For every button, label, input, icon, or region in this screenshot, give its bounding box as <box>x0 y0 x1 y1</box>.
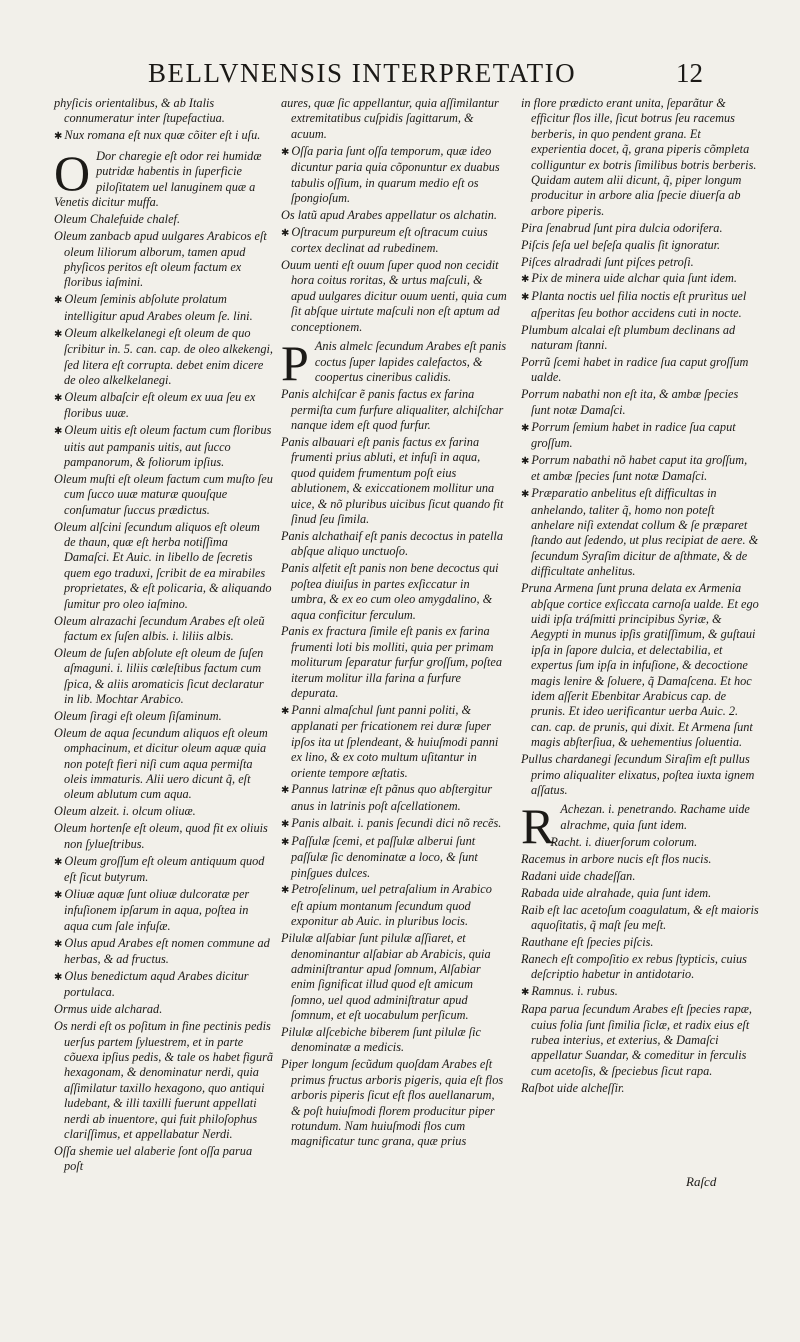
glossary-entry: Panis alchathaif eſt panis decoctus in patella abſque aliquo unctuoſo. <box>281 528 503 559</box>
glossary-entry: ✱ Porrum ſemium habet in radice ſua caput groſſum. <box>521 420 759 452</box>
glossary-entry: ✱ Ramnus. i. rubus. <box>521 984 759 1000</box>
glossary-entry: Rabada uide alrahade, quia ſunt idem. <box>521 885 712 900</box>
glossary-entry: Piper longum ſecũdum quoſdam Arabes eſt primus fructus arboris pigeris, quia eſt flos arboris piperis ſicut eſt flos auellanarum, & poſt huiuſmodi florem producitur piper rotundum. Nam huiuſmodi flos cum magnificatur tunc grana, quæ prius <box>281 1057 504 1149</box>
glossary-entry: Racht. i. diuerſorum colorum. <box>550 835 698 850</box>
glossary-entry: Oſſa shemie uel alaberie ſont oſſa parua poſt <box>54 1143 253 1174</box>
glossary-entry: Oleum alzeit. i. olcum oliuæ. <box>54 804 196 819</box>
glossary-entry: Racemus in arbore nucis eſt flos nucis. <box>521 852 712 867</box>
drop-cap-initial: O <box>54 144 91 201</box>
drop-cap-initial: R <box>521 798 555 855</box>
glossary-entry: Oleum de ſuſen abſolute eſt oleum de ſuſen aſmaguni. i. liliis cœleſtibus factum cum ſpica, & aliis aromaticis ſicut declaratur in lib. Mochtar Arabico. <box>54 645 264 707</box>
entry-text: Anis almelc ſecundum Arabes eſt panis coctus ſuper lapides calefactos, & coopertus cineribus calidis. <box>314 339 507 384</box>
text-column-left <box>54 96 274 1176</box>
glossary-entry: Piſces alradradi ſunt piſces petroſi. <box>521 254 694 269</box>
entry-text: Dor charegie eſt odor rei humidæ putridæ habentis in ſuperficie piloſitatem uel lanuginem quæ a Venetis dicitur muffa. <box>54 148 262 209</box>
glossary-entry: Ranech eſt compoſitio ex rebus ſtypticis, cuius deſcriptio habetur in antidotario. <box>521 952 747 982</box>
glossary-entry: Pullus chardanegi ſecundum Siraſim eſt pullus primo aliqualiter elixatus, poſtea iuxta ignem aſſatus. <box>521 752 755 797</box>
glossary-entry: aures, quæ ſic appellantur, quia aſſimilantur extremitatibus cuſpidis ſagittarum, & acuum. <box>281 96 499 141</box>
glossary-entry: Rapa parua ſecundum Arabes eſt ſpecies rapæ, cuius folia ſunt ſimilia ſiclæ, et radix eius eſt rubea interius, et exterius, & Damaſci appellatur Suandar, & comeditur in ferculis cum acetoſis, & ſpeciebus ſicut rapa. <box>521 1002 752 1078</box>
section-opening-entry <box>54 144 274 211</box>
catchword: Raſcd <box>686 1174 717 1189</box>
glossary-entry: ✱ Porrum nabathi nõ habet caput ita groſſum, et ambæ ſpecies ſunt notæ Damaſci. <box>521 453 759 485</box>
section-opening-entry <box>281 335 507 392</box>
text-column-right <box>521 96 759 1098</box>
glossary-entry: Pira ſenabrud ſunt pira dulcia odorifera. <box>521 220 723 235</box>
glossary-entry: Oleum ſiragi eſt oleum ſiſaminum. <box>54 708 222 723</box>
glossary-entry: ✱ Panis albait. i. panis ſecundi dici nõ recẽs. <box>281 816 507 832</box>
glossary-entry: Raib eſt lac acetoſum coagulatum, & eſt maioris aquoſitatis, q̃ maſt ſeu meſt. <box>521 902 759 933</box>
glossary-entry: Oleum Chalefuide chalef. <box>54 212 181 227</box>
glossary-entry: ✱ Oleum groſſum eſt oleum antiquum quod eſt ſicut butyrum. <box>54 854 274 886</box>
glossary-entry: Os nerdi eſt os poſitum in fine pectinis pedis uerſus partem ſyluestrem, et in parte cõuexa ipſius pedis, & tale os habet figurã hexagonam, & denominatur nerdi, quia aſſimilatur taxillo hexagono, quo antiqui ludebant, & illi taxilli fuerunt appellati nerdi ab inuentore, qui fuit philoſophus clariſſimus, et appellabatur Nerdi. <box>54 1019 274 1141</box>
glossary-entry: Panis albauari eſt panis factus ex farina frumenti prius abluti, et infuſi in aqua, quod quidem frumentum poſt eius ablutionem, & exiccationem mollitur una uice, & nõ pluribus uicibus ſicut quando fit ſinud ſeu ſimila. <box>281 435 504 527</box>
glossary-entry: ✱ Paſſulæ ſcemi, et paſſulæ alberui ſunt paſſulæ ſic denominatæ a loco, & ſunt pinſgues dulces. <box>281 834 507 881</box>
glossary-entry: Oleum alrazachi ſecundum Arabes eſt oleũ factum ex ſuſen albis. i. liliis albis. <box>54 613 265 643</box>
glossary-entry: ✱ Oleum uitis eſt oleum factum cum floribus uitis aut pampanis uitis, aut ſucco pampanorum, & foliorum ipſius. <box>54 423 274 470</box>
glossary-entry: ✱ Petroſelinum, uel petraſalium in Arabico eſt apium montanum ſecundum quod exponitur ab Auic. in pluribus locis. <box>281 882 507 929</box>
glossary-entry: Porrum nabathi non eſt ita, & ambæ ſpecies ſunt notæ Damaſci. <box>521 387 739 417</box>
glossary-entry: Ormus uide alcharad. <box>54 1002 163 1017</box>
glossary-entry: ✱ Oleum albaſcir eſt oleum ex uua ſeu ex floribus uuæ. <box>54 390 274 422</box>
glossary-entry: Pilulæ alſabiar ſunt pilulæ aſſiaret, et denominantur alſabiar ab Arabicis, quia adminiſtrantur apud ſomnum, Alſabiar enim ſignificat illud quod eſt amicum ſomno, uel quod adminiſtratur apud ſomnum, et eſt uocabulum perſicum. <box>281 931 491 1023</box>
glossary-entry: Plumbum alcalai eſt plumbum declinans ad naturam ſtanni. <box>521 322 736 353</box>
entry-text: Achezan. i. penetrando. Rachame uide alrachme, quia ſunt idem. <box>560 802 750 832</box>
glossary-entry: Oleum zanbacb apud uulgares Arabicos eſt oleum liliorum alborum, tamen apud phyſicos peritos eſt oleum factum ex floribus iaſmini. <box>54 229 267 290</box>
glossary-entry: in flore prædicto erant unita, ſeparãtur & efficitur flos ille, ſicut botrus ſeu racemus berberis, in quo pendent grana. Et experientia docet, q̃, grana piperis cõmpleta colliguntur ex botris ſimilibus botris berberis. Quidam autem alii dicunt, q̃, piper longum producitur in arbore alia ſpecie diuerſa ab arbore piperis. <box>521 96 757 218</box>
glossary-entry: Radani uide chadeſſan. <box>521 869 636 883</box>
glossary-entry: ✱ Præparatio anbelitus eſt difficultas in anhelando, taliter q̃, homo non poteſt anhelare niſi extendat collum & ſe præparet ſtando aut ſedendo, ut plus recipiat de aere. & ſecundum Syraſim dicitur de aſthmate, & de difficultate anhelitus. <box>521 486 759 579</box>
glossary-entry: ✱ Oſtracum purpureum eſt oſtracum cuius cortex declinat ad rubedinem. <box>281 225 507 257</box>
glossary-entry: Pruna Armena ſunt pruna delata ex Armenia abſque cortice exſiccata carnoſa ualde. Et ego uidi ipſa tráſmitti principibus Syriæ, & Aegypti in munus ipſis gratiſſimum, & guſtaui ipſa in ſapore dulcia, et delectabilia, et expertus ſum ipſa in infuſione, & decoctione magis lenire & ſoluere, q̃ Damaſcena. Et hoc idem aſſerit Ebenbitar Arabicus cap. de prunis. Et ideo uerificantur uerba Auic. 2. can. cap. de prunis, qui dixit. Et Armena ſunt magis abſterſiua, & uehementius ſoluentia. <box>521 581 759 750</box>
glossary-entry: ✱ Oliuæ aquæ ſunt oliuæ dulcoratæ per infuſionem ipſarum in aqua, poſtea in aqua cum ſale infuſæ. <box>54 887 274 934</box>
glossary-entry: Piſcis ſeſa uel beſeſa qualis ſit ignoratur. <box>521 237 721 252</box>
glossary-entry: ✱ Nux romana eſt nux quæ cõiter eſt i uſu. <box>54 128 274 144</box>
glossary-entry: Oleum muſti eſt oleum factum cum muſto ſeu cum ſucco uuæ maturæ quouſque conſumatur ſuccus prædictus. <box>54 471 273 517</box>
glossary-entry: Pilulæ alſcebiche biberem ſunt pilulæ ſic denominatæ a medicis. <box>281 1025 482 1055</box>
page-number: 12 <box>676 58 703 88</box>
glossary-entry: Panis ex fractura ſimile eſt panis ex farina frumenti loti bis molliti, quia per primam moliturum ſeparatur furfur groſſum, poſtea iterum molitur illa farina a furfure depurata. <box>281 624 502 701</box>
glossary-entry: ✱ Pannus latrinæ eſt pãnus quo abſtergitur anus in latrinis poſt aſcellationem. <box>281 782 507 814</box>
glossary-entry: Porrũ ſcemi habet in radice ſua caput groſſum ualde. <box>521 355 749 385</box>
glossary-entry: ✱ Pix de minera uide alchar quia ſunt idem. <box>521 271 759 287</box>
drop-cap-initial: P <box>281 335 309 392</box>
glossary-entry: Rauthane eſt ſpecies piſcis. <box>521 935 654 950</box>
running-header <box>0 58 800 92</box>
glossary-entry: Oleum hortenſe eſt oleum, quod fit ex oliuis non ſylueſtribus. <box>54 821 268 851</box>
glossary-entry: Ouum uenti eſt ouum ſuper quod non cecidit hora coitus roritas, & urtus maſculi, & apud uulgares dicitur ouum uenti, quia cum ſit abſque uirtute maſculi non eſt aptum ad conceptionem. <box>281 258 507 334</box>
glossary-entry: ✱ Oſſa paria ſunt oſſa temporum, quæ ideo dicuntur paria quia cõponuntur ex duabus tabulis oſſium, in quarum medio eſt os ſpongioſum. <box>281 144 507 207</box>
glossary-entry: ✱ Oleum ſeminis abſolute prolatum intelligitur apud Arabes oleum ſe. lini. <box>54 292 274 324</box>
glossary-entry: phyſicis orientalibus, & ab Italis connumeratur inter ſtupefactiua. <box>54 96 225 126</box>
glossary-entry: Panis alchiſcar ẽ panis factus ex farina permiſta cum furfure aliqualiter, alchiſchar nanque idem eſt quod furfur. <box>281 387 504 433</box>
glossary-entry: Panis alfetit eſt panis non bene decoctus qui poſtea diuiſus in partes exſiccatur in umbra, & ex eo cum oleo amygdalino, & aqua conficitur ferculum. <box>281 561 499 622</box>
glossary-entry: ✱ Panni almaſchul ſunt panni politi, & applanati per fricationem rei duræ ſuper ipſos ita ut ſplendeant, & huiuſmodi panni ex lino, & ex coto multum uſitantur in oriente tempore æſtatis. <box>281 703 507 781</box>
glossary-entry: Oleum alſcini ſecundum aliquos eſt oleum de thaun, quæ eſt herba notiſſima Damaſci. Et Auic. in libello de ſecretis quem ego traduxi, ſcribit de ea mirabiles proprietates, & eſt policaria, & aliquando ſumitur pro oleo iaſmino. <box>54 519 272 611</box>
glossary-entry: ✱ Oleum alkelkelanegi eſt oleum de quo ſcribitur in. 5. can. cap. de oleo alkekengi, ſed litera eſt corrupta. debet enim dicere de oleo alkelkelanegi. <box>54 326 274 389</box>
glossary-entry: Os latũ apud Arabes appellatur os alchatin. <box>281 207 497 222</box>
glossary-entry: Raſbot uide alcheſſir. <box>521 1080 625 1095</box>
glossary-entry: ✱ Olus benedictum aqud Arabes dicitur portulaca. <box>54 969 274 1001</box>
running-title: BELLVNENSIS INTERPRETATIO <box>148 58 577 88</box>
glossary-entry: ✱ Olus apud Arabes eſt nomen commune ad herbas, & ad fructus. <box>54 936 274 968</box>
text-column-middle <box>281 96 507 1151</box>
glossary-entry: ✱ Planta noctis uel filia noctis eſt prurìtus uel aſperitas ſeu bothor accidens cuti in nocte. <box>521 289 759 321</box>
glossary-entry: Oleum de aqua ſecundum aliquos eſt oleum omphacinum, et dicitur oleum aquæ quia non poteſt fieri niſi cum aqua permiſta oleis immaturis. Alii uero dicunt q̃, eſt oleum ablutum cum aqua. <box>54 725 268 802</box>
